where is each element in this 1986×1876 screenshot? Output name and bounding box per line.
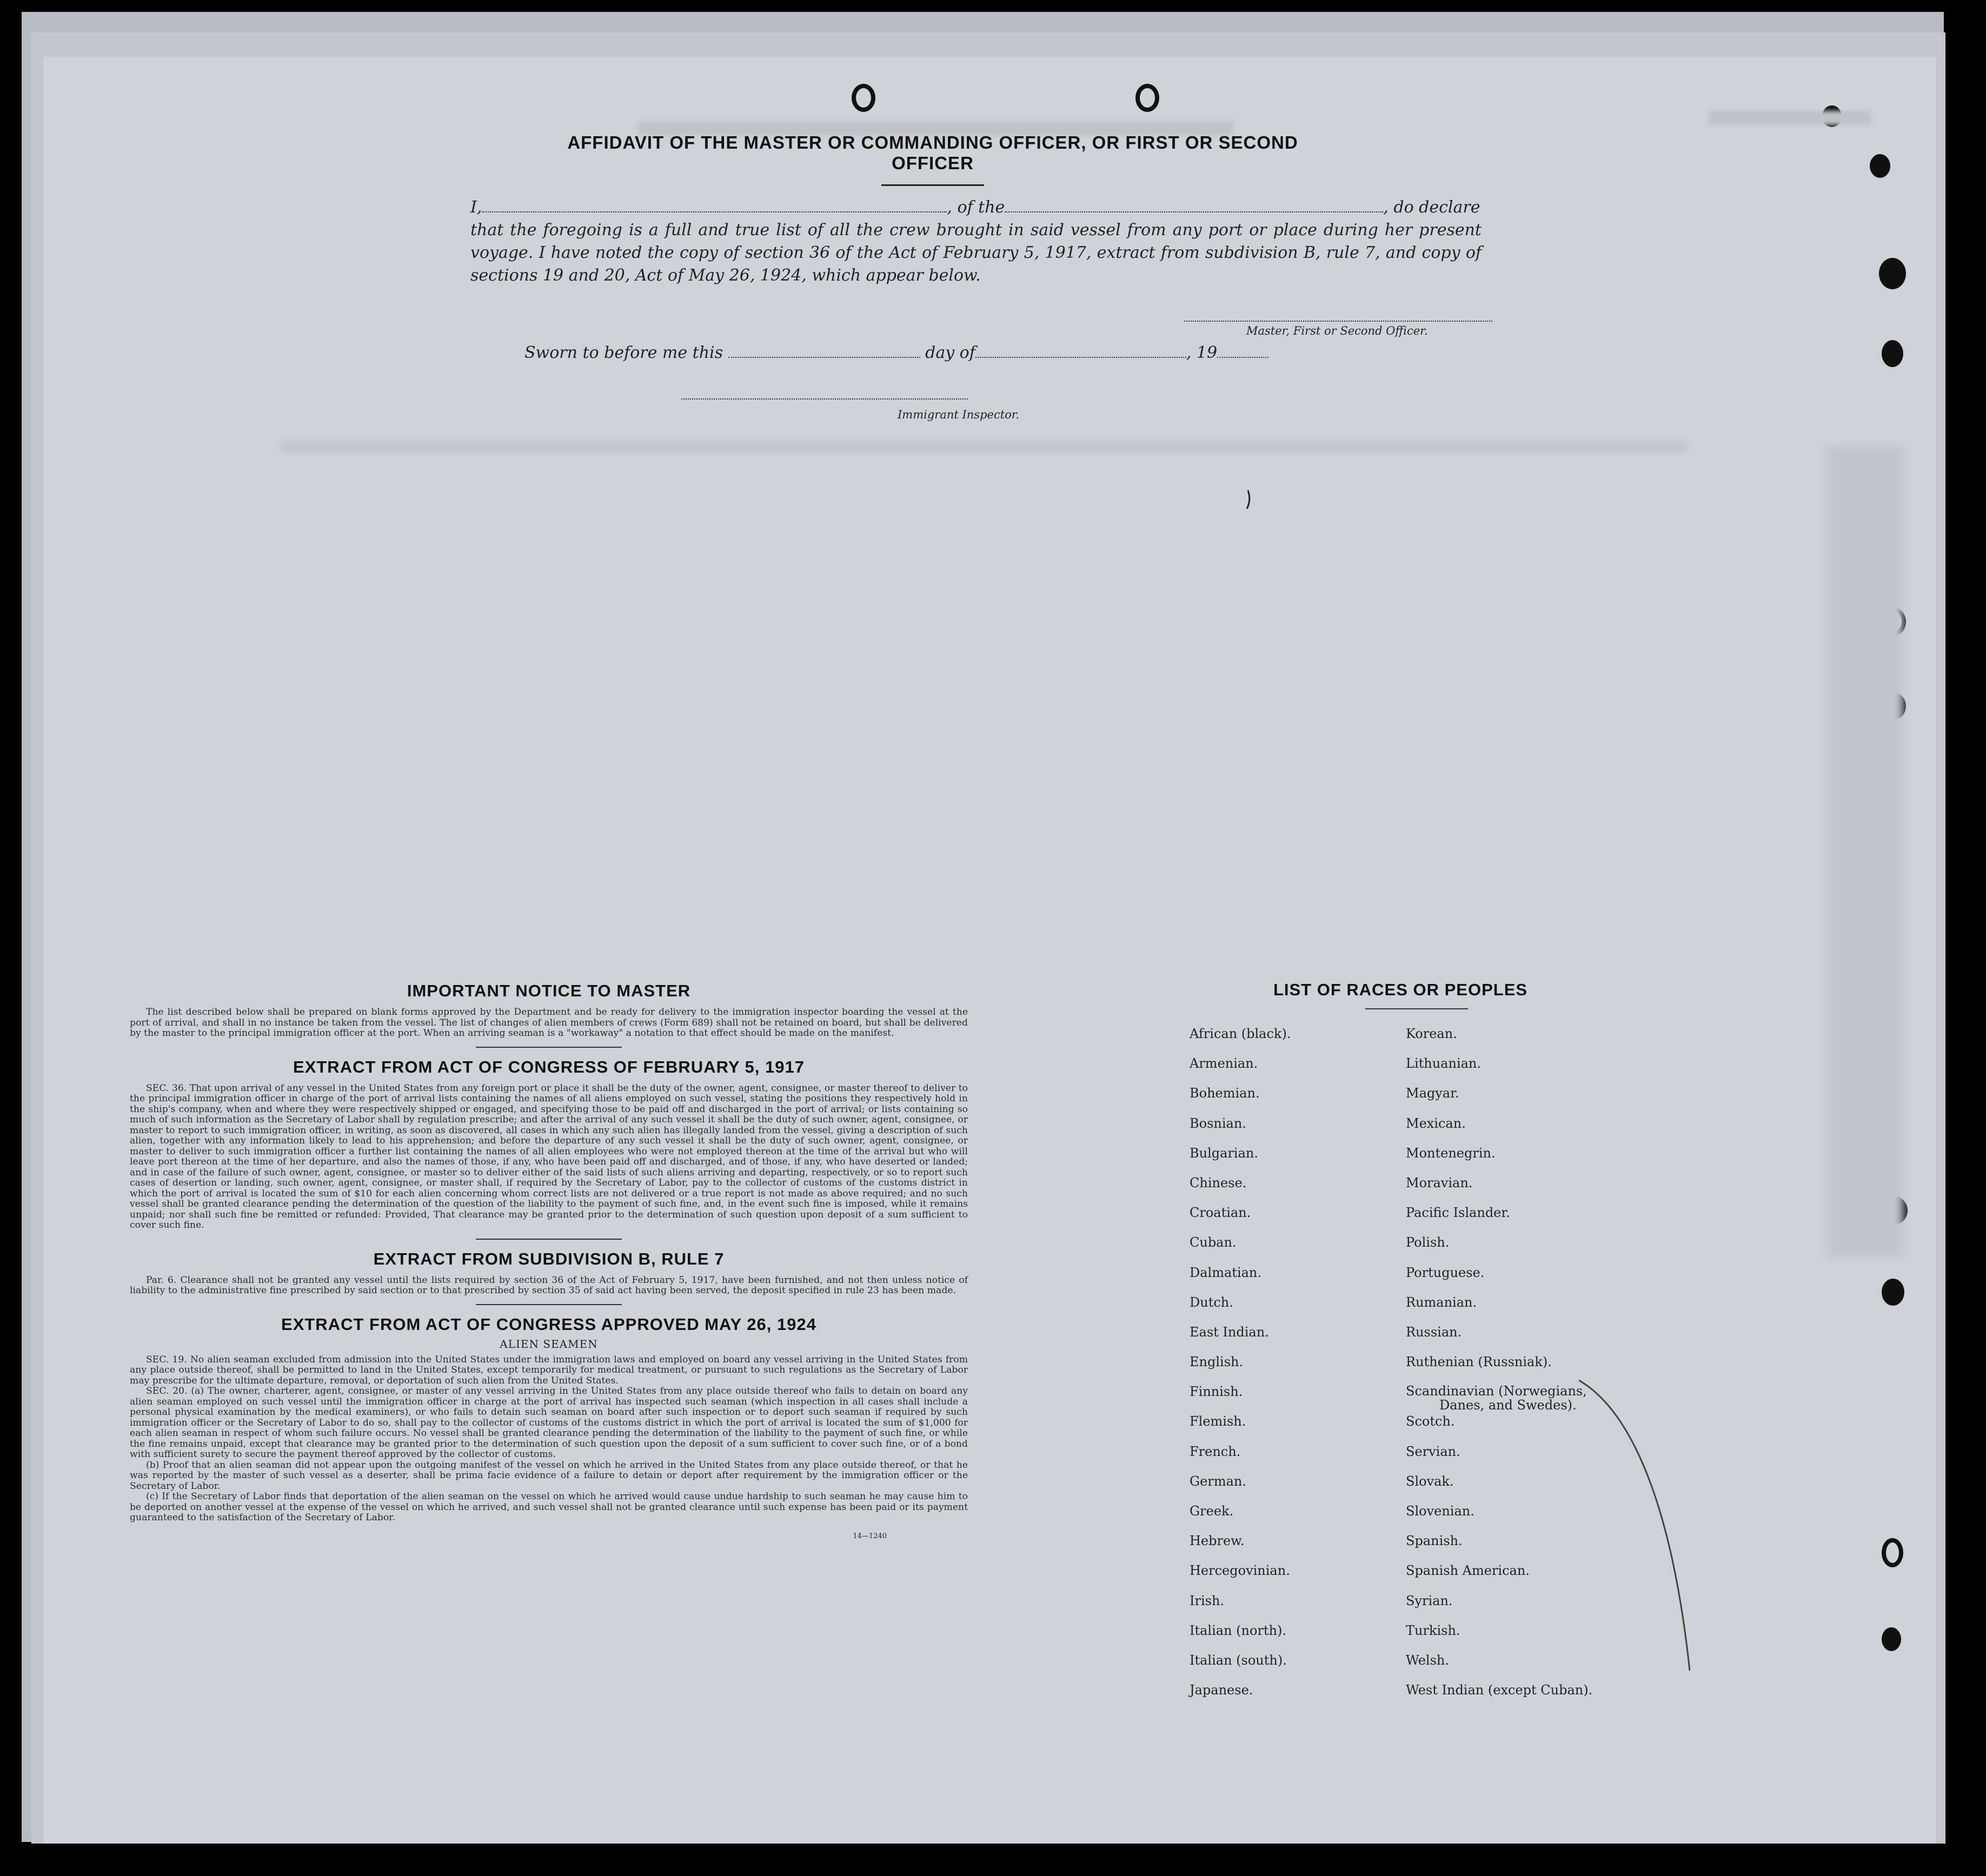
race-label: Dalmatian. xyxy=(1190,1265,1262,1280)
race-item xyxy=(1406,1205,1592,1235)
race-label: Japanese. xyxy=(1190,1682,1253,1698)
divider xyxy=(1365,1008,1468,1009)
race-label: Turkish. xyxy=(1406,1622,1460,1638)
race-item xyxy=(1406,1504,1592,1533)
year-blank[interactable] xyxy=(1217,354,1268,358)
race-label: Portuguese. xyxy=(1406,1265,1485,1280)
race-label: Spanish American. xyxy=(1406,1563,1530,1579)
pen-stroke xyxy=(1579,1376,1698,1679)
bleed-through xyxy=(1709,111,1871,125)
races-list xyxy=(1190,980,1784,1698)
race-label: Servian. xyxy=(1406,1443,1460,1459)
rule-7-title: EXTRACT FROM SUBDIVISION B, RULE 7 xyxy=(373,1249,725,1268)
master-signature-line[interactable] xyxy=(1184,321,1492,322)
day-blank[interactable] xyxy=(728,354,920,358)
divider xyxy=(476,1304,622,1305)
race-label: Scotch. xyxy=(1406,1414,1455,1429)
notice-text: The list described below shall be prepared on blank forms approved by the Department and be ready for delivery to the immigration inspector boarding the vessel at the port of arrival, and shall in no instance be taken from the vessel. The list of changes of alien members of crews (Form 689) shall not be retained on board, but shall be delivered by the master to the principal immigration officer at the port. When an arriving seaman is a "workaway" a notation to that effect should be made on the manifest. xyxy=(130,1007,968,1039)
race-item xyxy=(1190,1384,1291,1414)
race-item xyxy=(1406,1116,1592,1146)
race-label: Irish. xyxy=(1190,1593,1225,1608)
race-item xyxy=(1406,1653,1592,1682)
form-page xyxy=(43,57,1936,1844)
race-item xyxy=(1190,1653,1291,1682)
bleed-through xyxy=(281,441,1687,453)
pen-mark xyxy=(1244,489,1254,511)
race-item xyxy=(1190,1474,1291,1504)
race-label: Montenegrin. xyxy=(1406,1145,1496,1161)
race-item xyxy=(1406,1533,1592,1563)
act-1924-title: EXTRACT FROM ACT OF CONGRESS APPROVED MAY 26, 1924 xyxy=(281,1314,816,1334)
race-label: Italian (south). xyxy=(1190,1652,1287,1668)
race-label: Welsh. xyxy=(1406,1652,1449,1668)
act-1917-title: EXTRACT FROM ACT OF CONGRESS OF FEBRUARY 5, 1917 xyxy=(293,1057,805,1076)
race-item xyxy=(1406,1444,1592,1474)
race-label: Polish. xyxy=(1406,1235,1450,1250)
name-blank[interactable] xyxy=(482,208,947,212)
race-label: Slovak. xyxy=(1406,1473,1454,1489)
races-left-column xyxy=(1190,1026,1291,1712)
race-label: West Indian (except Cuban). xyxy=(1406,1682,1593,1698)
race-item xyxy=(1190,1205,1291,1235)
race-item xyxy=(1406,1235,1592,1265)
form-number: 14—1240 xyxy=(853,1532,887,1540)
affidavit-body: that the foregoing is a full and true list of all the crew brought in said vessel from any port or place during her present voyage. I have noted the copy of section 36 of the Act of February 5, 1917, extract from subdivision B, rule 7, and copy of sections 19 and 20, Act of May 26, 1924, which appear below. xyxy=(470,221,1482,285)
act-1917-text: SEC. 36. That upon arrival of any vessel in the United States from any foreign port or place it shall be the duty of the owner, agent, consignee, or master thereof to deliver to the principal immigration officer in charge of the port of arrival lists containing the names of all aliens employed on such vessel, stating the positions they respectively hold in the ship's company, when and where they were respectively shipped or engaged, and specifying those to be paid off and discharged in the port of arrival; or lists containing so much of such information as the Secretary of Labor shall by regulation prescribe; and after the arrival of any such vessel it shall be the duty of such owner, agent, consignee, or master to report to such immigration officer, in writing, as soon as discovered, all cases in which any such alien has illegally landed from the vessel, giving a description of such alien, together with any information likely to lead to his apprehension; and before the departure of any such vessel it shall be the duty of such owner, agent, consignee, or master to deliver to such immigration officer a further list containing the names of all alien employees who were not employed thereon at the time of the arrival but who will leave port thereon at the time of her departure, and also the names of those, if any, who have been paid off and discharged, and of those, if any, who have deserted or landed; and in case of the failure of such owner, agent, consignee, or master so to deliver either of the said lists of such aliens arriving and departing, respectively, or so to report such cases of desertion or landing, such owner, agent, consignee, or master shall, if required by the Secretary of Labor, pay to the collector of customs of the customs district in which the port of arrival is located the sum of $10 for each alien concerning whom correct lists are not delivered or a true report is not made as above required; and no such vessel shall be granted clearance pending the determination of the question of the liability to the payment of such fine, and, in the event such fine is imposed, while it remains unpaid; nor shall such fine be remitted or refunded: Provided, That clearance may be granted prior to the determination of such question upon deposit of a sum sufficient to cover such fine. xyxy=(130,1082,968,1230)
races-title: LIST OF RACES OR PEOPLES xyxy=(1273,980,1528,999)
race-item xyxy=(1190,1414,1291,1443)
divider xyxy=(476,1047,622,1048)
race-label: Scandinavian (Norwegians, xyxy=(1406,1383,1587,1399)
race-item xyxy=(1190,1533,1291,1563)
race-item xyxy=(1406,1414,1592,1443)
races-right-column xyxy=(1406,1026,1592,1712)
race-item xyxy=(1190,1354,1291,1384)
race-label: Flemish. xyxy=(1190,1414,1246,1429)
race-label: Pacific Islander. xyxy=(1406,1205,1510,1221)
race-label: Dutch. xyxy=(1190,1294,1233,1310)
divider xyxy=(881,184,984,186)
race-label: East Indian. xyxy=(1190,1324,1269,1340)
race-item xyxy=(1190,1116,1291,1146)
race-label: English. xyxy=(1190,1354,1244,1370)
race-label: Moravian. xyxy=(1406,1175,1473,1190)
race-item xyxy=(1190,1235,1291,1265)
race-item xyxy=(1406,1593,1592,1623)
race-item xyxy=(1406,1175,1592,1205)
race-item xyxy=(1190,1026,1291,1056)
race-item xyxy=(1190,1056,1291,1086)
rule-7-text: Par. 6. Clearance shall not be granted any vessel until the lists required by section 36 of the Act of February 5, 1917, have been furnished, and not then unless notice of liability to the administrative fine prescribed by said section or to that prescribed by section 35 of said act having been served, the deposit specified in rule 23 has been made. xyxy=(130,1274,968,1296)
race-label: Hebrew. xyxy=(1190,1533,1245,1549)
race-label: Magyar. xyxy=(1406,1086,1459,1101)
master-caption: Master, First or Second Officer. xyxy=(1246,324,1428,337)
race-item xyxy=(1190,1444,1291,1474)
race-label-continued: Danes, and Swedes). xyxy=(1439,1398,1577,1413)
race-item xyxy=(1190,1682,1291,1712)
race-label: French. xyxy=(1190,1443,1241,1459)
sec-20a-text: SEC. 20. (a) The owner, charterer, agent, consignee, or master of any vessel arriving in the United States from any place outside thereof who fails to detain on board any alien seaman employed on such vessel until the immigration officer in charge at the port of arrival has inspected such seaman (which inspection in all cases shall include a personal physical examination by the medical examiners), or who fails to detain such seaman on board after such inspection or to deport such seaman if required by such immigration officer or the Secretary of Labor to do so, shall pay to the collector of customs of the customs district in which the port of arrival is located the sum of $1,000 for each alien seaman in respect of whom such failure occurs. No vessel shall be granted clearance pending the determination of the liability to the payment of such fine, or while the fine remains unpaid, except that clearance may be granted prior to the determination of such question upon the deposit of a sum sufficient to cover such fine, or of a bond with sufficient surety to secure the payment thereof approved by the collector of customs. xyxy=(130,1386,968,1460)
race-item xyxy=(1190,1265,1291,1295)
race-label: Lithuanian. xyxy=(1406,1056,1482,1072)
inspector-signature-line[interactable] xyxy=(681,398,968,400)
vessel-blank[interactable] xyxy=(1005,208,1383,212)
race-item xyxy=(1406,1086,1592,1115)
punch-hole xyxy=(1879,258,1906,289)
race-label: Syrian. xyxy=(1406,1593,1453,1608)
race-label: Chinese. xyxy=(1190,1175,1247,1190)
label-do-declare: , do declare xyxy=(1383,198,1480,217)
punch-hole xyxy=(1882,1627,1901,1651)
race-label: Hercegovinian. xyxy=(1190,1563,1290,1579)
punch-hole xyxy=(1882,1538,1903,1567)
race-item xyxy=(1406,1325,1592,1354)
race-label: Italian (north). xyxy=(1190,1622,1287,1638)
race-label: Croatian. xyxy=(1190,1205,1251,1221)
race-label: Spanish. xyxy=(1406,1533,1463,1549)
act-1924-subtitle: ALIEN SEAMEN xyxy=(500,1337,598,1351)
sec-20c-text: (c) If the Secretary of Labor finds that deportation of the alien seaman on the vessel on which he arrived would cause undue hardship to such seaman he may cause him to be deported on another vessel at the expense of the vessel on which he arrived, and such vessel shall not be granted clearance until such expense has been paid or its payment guaranteed to the satisfaction of the Secretary of Labor. xyxy=(130,1491,968,1523)
punch-hole xyxy=(1870,154,1890,178)
notice-title: IMPORTANT NOTICE TO MASTER xyxy=(407,981,691,1000)
race-item xyxy=(1406,1295,1592,1325)
race-label: Mexican. xyxy=(1406,1115,1466,1131)
race-label: Russian. xyxy=(1406,1324,1462,1340)
race-item xyxy=(1190,1086,1291,1115)
month-blank[interactable] xyxy=(975,354,1186,358)
race-label: Rumanian. xyxy=(1406,1294,1477,1310)
label-i: I, xyxy=(470,198,482,217)
day-of-label: day of xyxy=(925,343,975,362)
race-item xyxy=(1406,1384,1592,1414)
affidavit-title: AFFIDAVIT OF THE MASTER OR COMMANDING OFFICER, OR FIRST OR SECOND OFFICER xyxy=(567,132,1298,173)
punch-hole xyxy=(1882,1279,1904,1306)
punch-hole xyxy=(1135,84,1159,112)
race-item xyxy=(1190,1623,1291,1653)
race-item xyxy=(1406,1146,1592,1175)
punch-hole xyxy=(852,84,875,112)
race-label: Korean. xyxy=(1406,1026,1457,1041)
race-label: Finnish. xyxy=(1190,1384,1243,1400)
race-label: Bosnian. xyxy=(1190,1115,1246,1131)
race-item xyxy=(1406,1563,1592,1593)
race-label: African (black). xyxy=(1190,1026,1291,1041)
race-item xyxy=(1190,1593,1291,1623)
race-item xyxy=(1406,1623,1592,1653)
affidavit-declaration xyxy=(470,196,1482,287)
race-item xyxy=(1406,1474,1592,1504)
race-item xyxy=(1190,1175,1291,1205)
race-item xyxy=(1406,1026,1592,1056)
race-label: Greek. xyxy=(1190,1504,1234,1519)
race-item xyxy=(1190,1504,1291,1533)
race-item xyxy=(1190,1146,1291,1175)
notice-column xyxy=(130,981,968,1540)
sworn-prefix: Sworn to before me this xyxy=(524,343,723,362)
race-item xyxy=(1406,1682,1592,1712)
inspector-caption: Immigrant Inspector. xyxy=(898,408,1020,421)
race-item xyxy=(1406,1354,1592,1384)
race-label: Cuban. xyxy=(1190,1235,1237,1250)
bleed-through xyxy=(1828,446,1903,1257)
race-label: Ruthenian (Russniak). xyxy=(1406,1354,1552,1370)
race-item xyxy=(1190,1295,1291,1325)
year-prefix: , 19 xyxy=(1186,343,1218,362)
divider xyxy=(476,1239,622,1240)
race-label: Slovenian. xyxy=(1406,1504,1474,1519)
race-item xyxy=(1406,1056,1592,1086)
race-label: Bulgarian. xyxy=(1190,1145,1258,1161)
race-item xyxy=(1190,1563,1291,1593)
sworn-line xyxy=(524,343,1268,362)
race-item xyxy=(1190,1325,1291,1354)
race-label: Armenian. xyxy=(1190,1056,1258,1072)
sec-19-text: SEC. 19. No alien seaman excluded from admission into the United States under the immigration laws and employed on board any vessel arriving in the United States from any place outside thereof, shall be permitted to land in the United States, except temporarily for medical treatment, or pursuant to such regulations as the Secretary of Labor may prescribe for the ultimate departure, removal, or deportation of such alien from the United States. xyxy=(130,1354,968,1386)
race-label: Bohemian. xyxy=(1190,1086,1260,1101)
label-of-the: , of the xyxy=(947,198,1005,217)
race-label: German. xyxy=(1190,1473,1246,1489)
affidavit-header xyxy=(541,132,1325,186)
race-item xyxy=(1406,1265,1592,1295)
sec-20b-text: (b) Proof that an alien seaman did not appear upon the outgoing manifest of the vessel on which he arrived in the United States from any place outside thereof, or that he was reported by the master of such vessel as a deserter, shall be prima facie evidence of a failure to detain or deport after requirement by the immigration officer or the Secretary of Labor. xyxy=(130,1459,968,1492)
punch-hole xyxy=(1882,340,1903,367)
